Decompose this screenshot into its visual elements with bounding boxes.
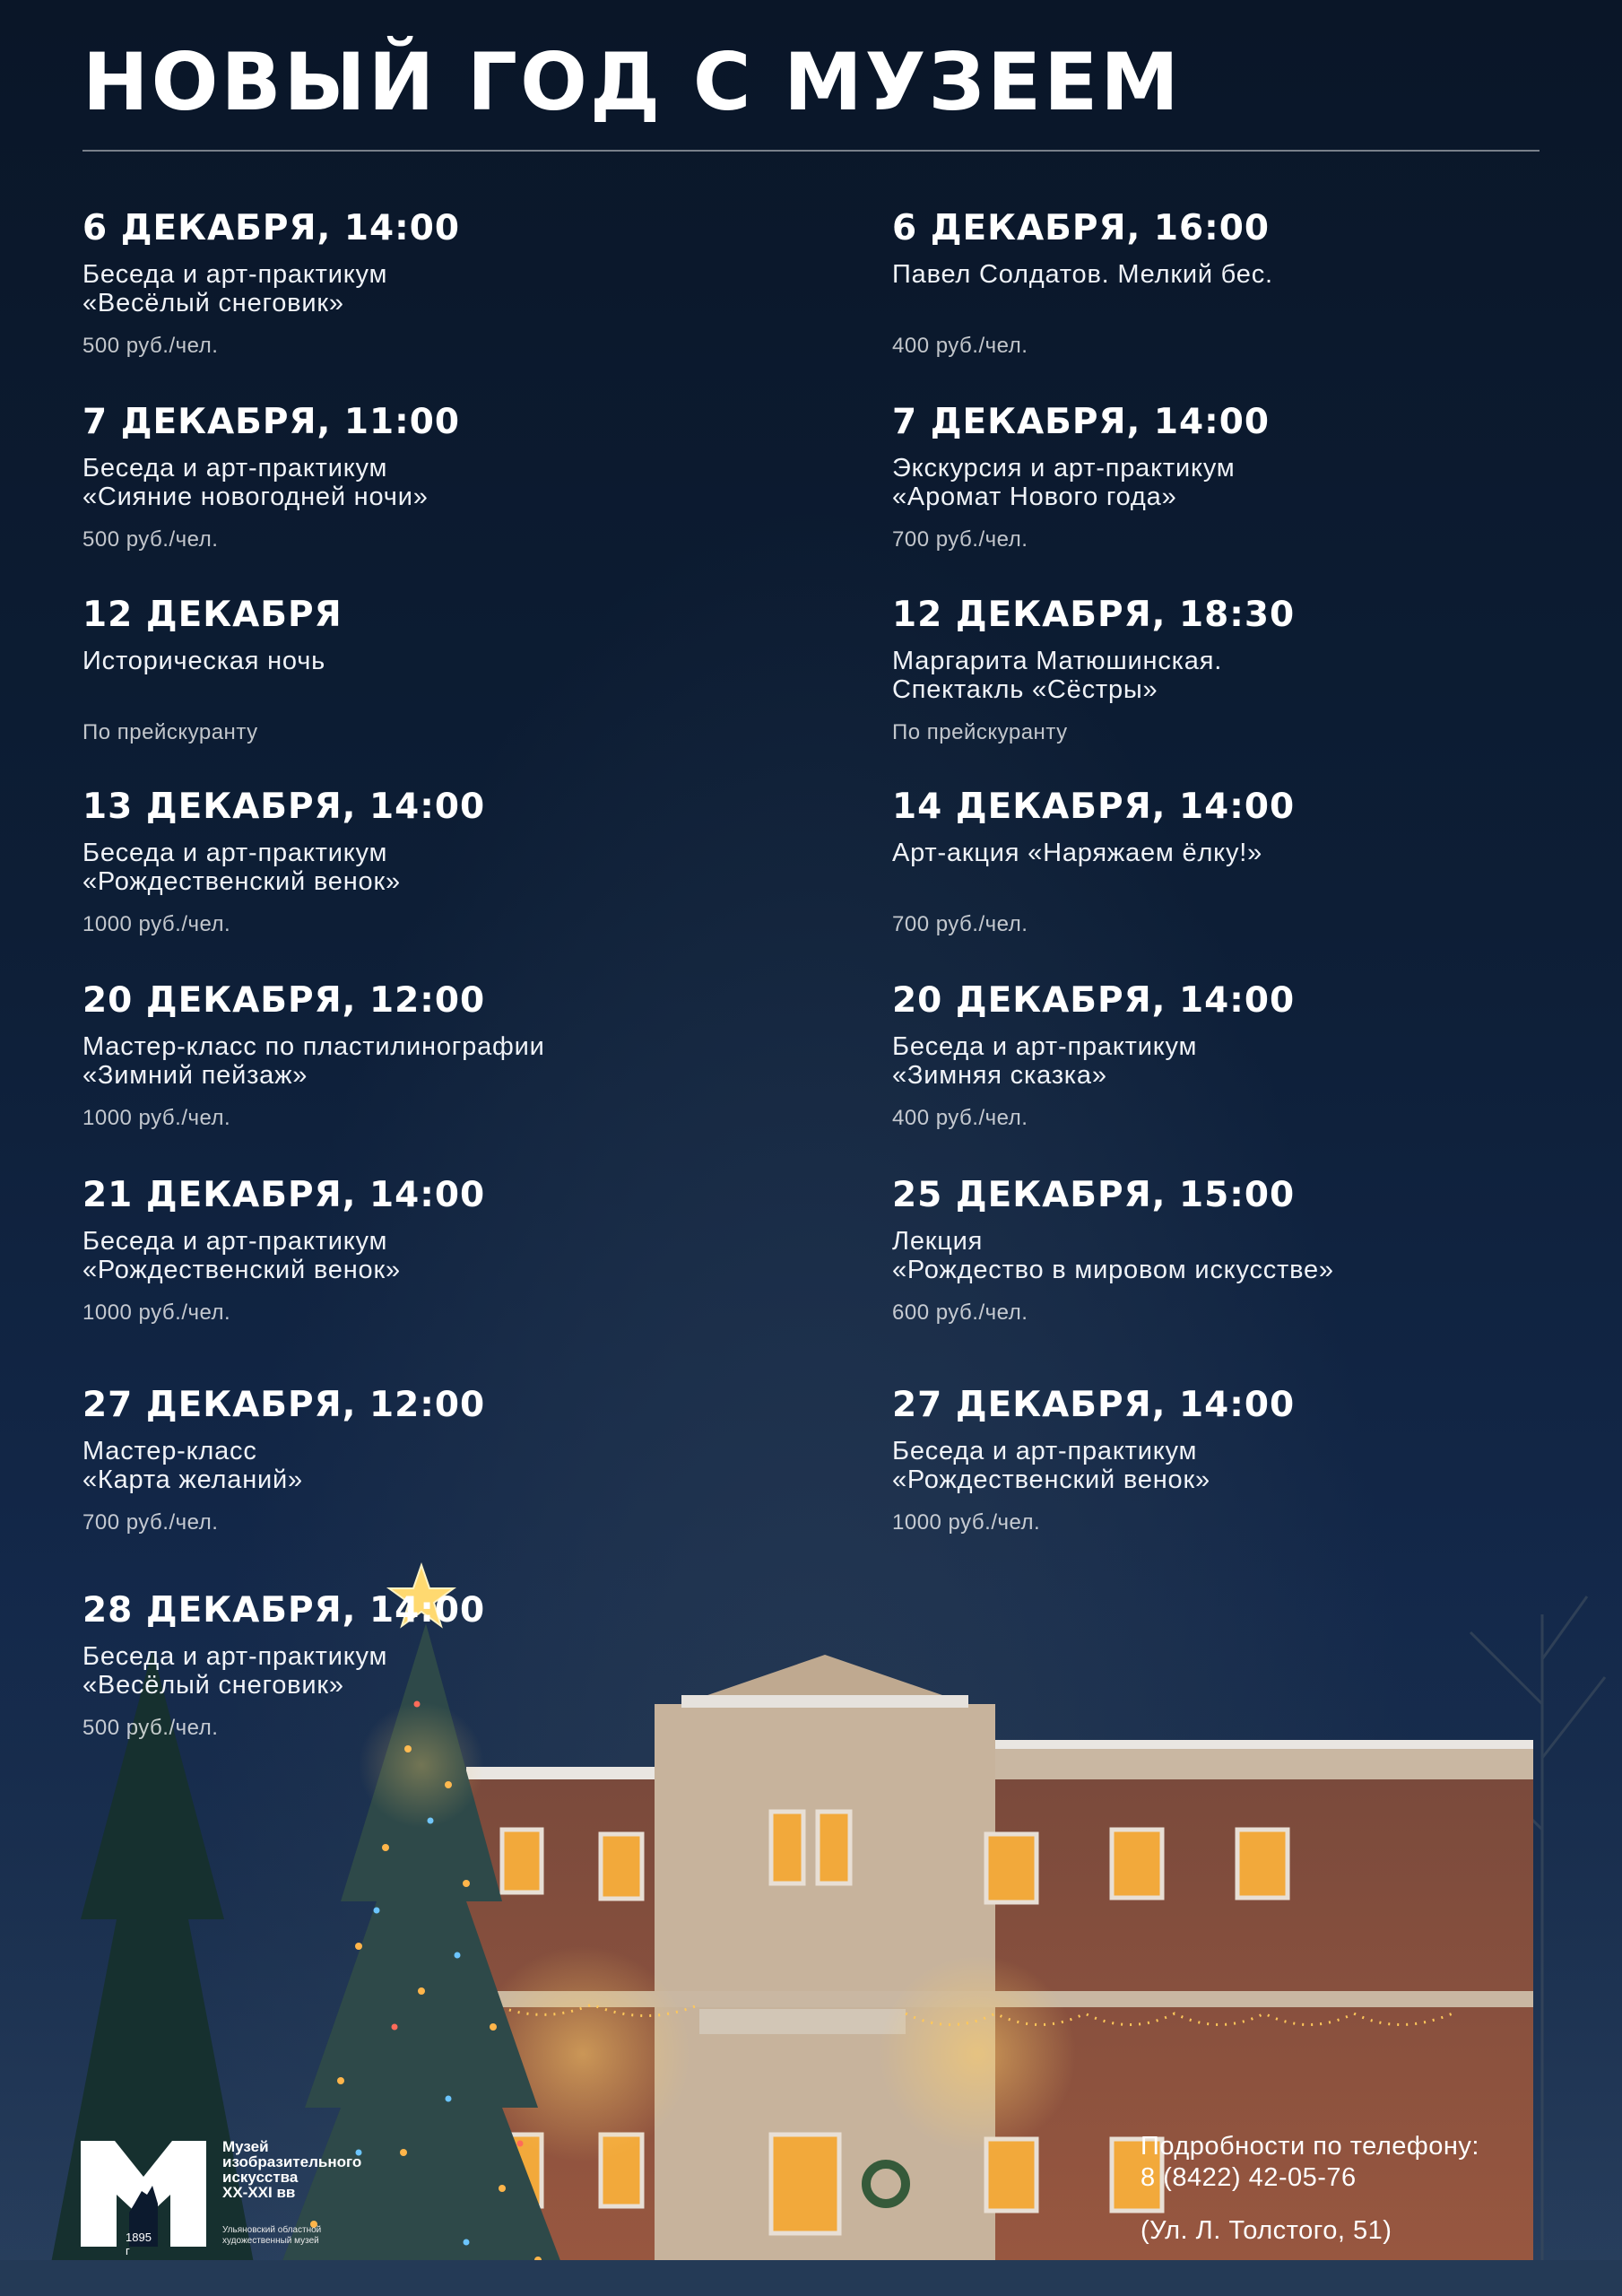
event-description: Беседа и арт-практикум «Весёлый снеговик» (82, 1642, 388, 1700)
event-date: 27 ДЕКАБРЯ, 12:00 (82, 1385, 486, 1425)
event-item (82, 787, 818, 937)
event-item (892, 208, 1622, 359)
event-description: Павел Солдатов. Мелкий бес. (892, 260, 1273, 289)
event-item (892, 787, 1622, 937)
event-price: 500 руб./чел. (82, 527, 219, 552)
event-description: Беседа и арт-практикум «Зимняя сказка» (892, 1032, 1198, 1090)
event-item (82, 402, 818, 552)
title-divider (82, 150, 1540, 152)
event-description: Беседа и арт-практикум «Весёлый снеговик» (82, 260, 388, 317)
event-description: Беседа и арт-практикум «Сияние новогодней ночи» (82, 454, 429, 511)
event-item (82, 1385, 818, 1535)
event-price: 500 руб./чел. (82, 1716, 219, 1740)
contact-phone[interactable]: 8 (8422) 42-05-76 (1141, 2163, 1357, 2192)
event-description: Беседа и арт-практикум «Рождественский венок» (82, 1227, 401, 1284)
event-date: 7 ДЕКАБРЯ, 14:00 (892, 402, 1271, 442)
contact-label: Подробности по телефону: (1141, 2132, 1479, 2161)
event-date: 7 ДЕКАБРЯ, 11:00 (82, 402, 461, 442)
event-price: 1000 руб./чел. (82, 1106, 231, 1130)
event-date: 28 ДЕКАБРЯ, 14:00 (82, 1590, 486, 1631)
event-price: 1000 руб./чел. (82, 912, 231, 936)
event-price: 1000 руб./чел. (892, 1510, 1041, 1535)
event-description: Маргарита Матюшинская. Спектакль «Сёстры» (892, 647, 1223, 704)
event-date: 21 ДЕКАБРЯ, 14:00 (82, 1175, 486, 1215)
snow-ground (0, 2260, 1622, 2296)
event-date: 14 ДЕКАБРЯ, 14:00 (892, 787, 1296, 827)
event-description: Лекция «Рождество в мировом искусстве» (892, 1227, 1334, 1284)
event-item (892, 402, 1622, 552)
event-price: По прейскуранту (82, 720, 258, 744)
event-item (82, 595, 818, 745)
event-item (82, 208, 818, 359)
event-item (82, 1175, 818, 1326)
event-price: 600 руб./чел. (892, 1300, 1028, 1325)
event-price: 500 руб./чел. (82, 334, 219, 358)
event-item (892, 1175, 1622, 1326)
event-price: 1000 руб./чел. (82, 1300, 231, 1325)
event-item (82, 1590, 818, 1741)
event-date: 27 ДЕКАБРЯ, 14:00 (892, 1385, 1296, 1425)
event-date: 12 ДЕКАБРЯ, 18:30 (892, 595, 1296, 635)
event-price: 700 руб./чел. (892, 912, 1028, 936)
event-description: Мастер-класс «Карта желаний» (82, 1437, 303, 1494)
event-price: По прейскуранту (892, 720, 1068, 744)
event-description: Арт-акция «Наряжаем ёлку!» (892, 839, 1263, 867)
event-description: Мастер-класс по пластилинографии «Зимний пейзаж» (82, 1032, 545, 1090)
event-item (892, 980, 1622, 1131)
event-date: 12 ДЕКАБРЯ (82, 595, 343, 635)
event-description: Беседа и арт-практикум «Рождественский венок» (82, 839, 401, 896)
event-item (82, 980, 818, 1131)
logo-year: 1895 г (126, 2231, 152, 2257)
event-item (892, 1385, 1622, 1535)
event-date: 20 ДЕКАБРЯ, 14:00 (892, 980, 1296, 1021)
event-description: Беседа и арт-практикум «Рождественский венок» (892, 1437, 1210, 1494)
event-date: 25 ДЕКАБРЯ, 15:00 (892, 1175, 1296, 1215)
logo-subtitle: Ульяновский областной художественный музей (222, 2225, 322, 2246)
contact-address: (Ул. Л. Толстого, 51) (1141, 2216, 1392, 2245)
contact-info (1141, 2131, 1607, 2247)
event-price: 700 руб./чел. (892, 527, 1028, 552)
event-price: 400 руб./чел. (892, 1106, 1028, 1130)
event-item (892, 595, 1622, 745)
event-price: 400 руб./чел. (892, 334, 1028, 358)
event-date: 20 ДЕКАБРЯ, 12:00 (82, 980, 486, 1021)
event-price: 700 руб./чел. (82, 1510, 219, 1535)
event-description: Экскурсия и арт-практикум «Аромат Нового года» (892, 454, 1236, 511)
logo-name: Музей изобразительного искусства XX-XXI вв (222, 2138, 362, 2201)
event-date: 6 ДЕКАБРЯ, 16:00 (892, 208, 1271, 248)
event-date: 6 ДЕКАБРЯ, 14:00 (82, 208, 461, 248)
page-title: НОВЫЙ ГОД С МУЗЕЕМ (82, 36, 1182, 128)
event-date: 13 ДЕКАБРЯ, 14:00 (82, 787, 486, 827)
event-description: Историческая ночь (82, 647, 326, 675)
